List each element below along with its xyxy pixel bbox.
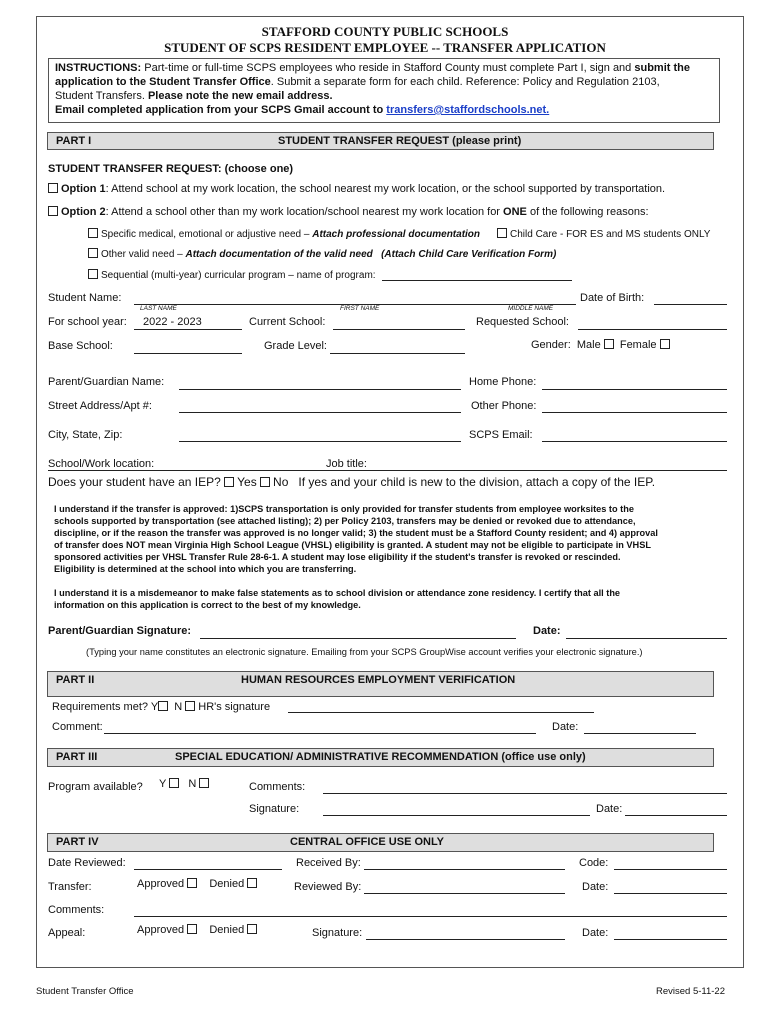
work-location-label: School/Work location:	[48, 458, 155, 470]
gender-group	[531, 339, 673, 351]
condition-line: I understand if the transfer is approved: 1)SCPS transportation is only provided for transfer students from employee worksites to the	[54, 504, 634, 514]
part1-header	[47, 132, 714, 150]
footer-office: Student Transfer Office	[36, 986, 134, 997]
part4-comments-field[interactable]	[134, 916, 727, 917]
reason-sequential-checkbox[interactable]	[88, 269, 98, 279]
school-year-field[interactable]	[134, 329, 242, 330]
certification-line: information on this application is correct to the best of my knowledge.	[54, 600, 361, 610]
reason-other-checkbox[interactable]	[88, 248, 98, 258]
base-school-field[interactable]	[134, 353, 242, 354]
form-title-line1: STAFFORD COUNTY PUBLIC SCHOOLS	[261, 24, 509, 39]
appeal-date-label: Date:	[582, 927, 609, 939]
signature-date-field[interactable]	[566, 638, 727, 639]
current-school-label: Current School:	[249, 316, 326, 328]
option2-label: Option 2	[61, 206, 106, 218]
transfer-decision	[137, 878, 260, 890]
part4-label: PART IV	[56, 836, 99, 848]
received-by-field[interactable]	[364, 869, 565, 870]
instructions-text-bold: submit the	[634, 62, 690, 74]
iep-yes-checkbox[interactable]	[224, 477, 234, 487]
street-label: Street Address/Apt #:	[48, 400, 152, 412]
requirements-met-label: Requirements met? Y	[52, 701, 159, 713]
reason-childcare-text: Child Care - FOR ES and MS students ONLY	[510, 229, 711, 240]
certification-statement	[54, 587, 716, 611]
instructions-box	[48, 58, 720, 123]
part3-signature-field[interactable]	[323, 815, 590, 816]
hr-date-label: Date:	[552, 721, 579, 733]
instructions-text: Part-time or full-time SCPS employees who reside in Stafford County must complete Part I, sign and	[144, 62, 632, 74]
option2-checkbox[interactable]	[48, 206, 58, 216]
appeal-decision	[137, 924, 260, 936]
city-field[interactable]	[179, 441, 461, 442]
other-phone-field[interactable]	[542, 412, 727, 413]
work-location-field[interactable]	[48, 470, 727, 471]
instructions-email-text: Email completed application from your SCPS Gmail account to	[55, 104, 384, 116]
grade-level-field[interactable]	[330, 353, 465, 354]
appeal-approved-label: Approved	[137, 924, 185, 936]
instructions-text-bold: application to the Student Transfer Office	[55, 76, 271, 88]
option2	[48, 206, 649, 218]
requested-school-label: Requested School:	[476, 316, 569, 328]
option1-text: : Attend school at my work location, the school nearest my work location, or the school supported by transportation.	[105, 183, 666, 195]
condition-line: sponsored activities per VHSL Transfer Rule 28-6-1. A student may lose eligibility if the student's transfer is revoked or rescinded.	[54, 552, 621, 562]
first-name-caption: FIRST NAME	[340, 305, 380, 312]
request-heading: STUDENT TRANSFER REQUEST: (choose one)	[48, 163, 294, 175]
reason-other	[88, 248, 556, 260]
part2-label: PART II	[56, 674, 95, 686]
gender-label: Gender:	[531, 339, 571, 351]
code-field[interactable]	[614, 869, 727, 870]
reason-childcare-checkbox[interactable]	[497, 228, 507, 238]
part2-header	[47, 671, 714, 697]
reviewed-by-label: Reviewed By:	[294, 881, 362, 893]
condition-line: Eligibility is determined at the school into which you are transferring.	[54, 564, 357, 574]
condition-line: discipline, or if the reason the transfer was approved is no longer valid; 3) the student must be a Stafford County resident; and 4) approval	[54, 528, 658, 538]
transfer-denied-checkbox[interactable]	[247, 878, 257, 888]
student-name-label: Student Name:	[48, 292, 122, 304]
option2-text: : Attend a school other than my work location/school nearest my work location for	[105, 206, 500, 218]
hr-comment-label: Comment:	[52, 721, 103, 733]
parent-signature-label: Parent/Guardian Signature:	[48, 625, 192, 637]
requested-school-field[interactable]	[578, 329, 727, 330]
program-no-checkbox[interactable]	[199, 778, 209, 788]
other-phone-label: Other Phone:	[471, 400, 537, 412]
reason-medical-checkbox[interactable]	[88, 228, 98, 238]
part3-comments-field[interactable]	[323, 793, 727, 794]
part4-header	[47, 833, 714, 852]
program-available-options	[159, 778, 212, 790]
reason-medical-text: Specific medical, emotional or adjustive need –	[101, 229, 310, 240]
reason-childcare	[497, 228, 710, 240]
last-name-caption: LAST NAME	[140, 305, 177, 312]
code-label: Code:	[579, 857, 609, 869]
appeal-date-field[interactable]	[614, 939, 727, 940]
requirements-no-checkbox[interactable]	[185, 701, 195, 711]
appeal-approved-checkbox[interactable]	[187, 924, 197, 934]
reviewed-by-field[interactable]	[364, 893, 565, 894]
requirements-yes-checkbox[interactable]	[158, 701, 168, 711]
form-border	[36, 16, 744, 968]
reason-sequential	[88, 269, 376, 281]
program-available-label: Program available?	[48, 781, 143, 793]
iep-instruction: If yes and your child is new to the division, attach a copy of the IEP.	[298, 475, 656, 489]
iep-question	[48, 475, 655, 489]
program-name-field[interactable]	[382, 280, 572, 281]
reason-medical	[88, 228, 480, 240]
option1-checkbox[interactable]	[48, 183, 58, 193]
requirements-no-label: N	[174, 701, 183, 713]
date-reviewed-label: Date Reviewed:	[48, 857, 126, 869]
female-checkbox[interactable]	[660, 339, 670, 349]
part4-title: CENTRAL OFFICE USE ONLY	[290, 836, 445, 848]
parent-name-label: Parent/Guardian Name:	[48, 376, 165, 388]
appeal-denied-label: Denied	[209, 924, 245, 936]
date-reviewed-field[interactable]	[134, 869, 282, 870]
part3-label: PART III	[56, 751, 98, 763]
iep-no-checkbox[interactable]	[260, 477, 270, 487]
part1-label: PART I	[56, 135, 92, 147]
iep-yes-label: Yes	[237, 475, 257, 489]
instructions-text: Student Transfers.	[55, 90, 145, 102]
appeal-label: Appeal:	[48, 927, 86, 939]
hr-signature-field[interactable]	[288, 712, 594, 713]
requirements-met	[52, 701, 270, 713]
reason-medical-attach: Attach professional documentation	[312, 229, 481, 240]
transfer-email-link[interactable]: transfers@staffordschools.net.	[386, 104, 550, 116]
male-label: Male	[576, 339, 601, 351]
signature-date-label: Date:	[533, 625, 561, 637]
female-label: Female	[619, 339, 657, 351]
transfer-approved-label: Approved	[137, 878, 185, 890]
option2-text-end: of the following reasons:	[529, 206, 649, 218]
iep-no-label: No	[273, 475, 289, 489]
appeal-signature-field[interactable]	[366, 939, 565, 940]
program-no-label: N	[188, 778, 197, 790]
appeal-signature-label: Signature:	[312, 927, 363, 939]
street-field[interactable]	[179, 412, 461, 413]
part4-comments-label: Comments:	[48, 904, 105, 916]
transfer-denied-label: Denied	[209, 878, 245, 890]
instructions-label: INSTRUCTIONS:	[55, 62, 142, 74]
transfer-date-label: Date:	[582, 881, 609, 893]
grade-level-label: Grade Level:	[264, 340, 327, 352]
hr-signature-label: HR's signature	[198, 701, 271, 713]
childcare-verification-attach: (Attach Child Care Verification Form)	[381, 249, 557, 260]
base-school-label: Base School:	[48, 340, 113, 352]
hr-comment-field[interactable]	[104, 733, 536, 734]
form-title-line2: STUDENT OF SCPS RESIDENT EMPLOYEE -- TRANSFER APPLICATION	[164, 40, 606, 55]
part2-title: HUMAN RESOURCES EMPLOYMENT VERIFICATION	[241, 674, 516, 686]
option1-label: Option 1	[61, 183, 106, 195]
condition-line: schools supported by transportation (see attached listing); 2) per Policy 2103, transfers may be denied or revoked due to attendance,	[54, 516, 636, 526]
program-yes-label: Y	[159, 778, 167, 790]
program-yes-checkbox[interactable]	[169, 778, 179, 788]
reason-other-attach: Attach documentation of the valid need	[185, 249, 373, 260]
school-year-label: For school year:	[48, 316, 127, 328]
reason-other-text: Other valid need –	[101, 249, 183, 260]
scps-email-label: SCPS Email:	[469, 429, 533, 441]
current-school-field[interactable]	[333, 329, 465, 330]
home-phone-field[interactable]	[542, 389, 727, 390]
option1	[48, 183, 665, 195]
footer-revision: Revised 5-11-22	[656, 986, 726, 997]
reason-sequential-text: Sequential (multi-year) curricular program – name of program:	[101, 270, 376, 281]
part3-comments-label: Comments:	[249, 781, 306, 793]
parent-name-field[interactable]	[179, 389, 461, 390]
transfer-date-field[interactable]	[614, 893, 727, 894]
hr-date-field[interactable]	[584, 733, 696, 734]
dob-field[interactable]	[654, 304, 727, 305]
instructions-text: . Submit a separate form for each child. Reference: Policy and Regulation 2103,	[270, 76, 660, 88]
scps-email-field[interactable]	[542, 441, 727, 442]
part3-header	[47, 748, 714, 767]
transfer-conditions	[54, 503, 716, 575]
appeal-denied-checkbox[interactable]	[247, 924, 257, 934]
part3-signature-label: Signature:	[249, 803, 300, 815]
signature-note: (Typing your name constitutes an electronic signature. Emailing from your SCPS GroupWise account verifies your electronic signature.)	[86, 647, 643, 657]
part3-date-field[interactable]	[625, 815, 727, 816]
part3-title: SPECIAL EDUCATION/ ADMINISTRATIVE RECOMMENDATION (office use only)	[175, 751, 586, 763]
transfer-approved-checkbox[interactable]	[187, 878, 197, 888]
part3-date-label: Date:	[596, 803, 623, 815]
middle-name-caption: MIDDLE NAME	[508, 305, 554, 312]
parent-signature-field[interactable]	[200, 638, 516, 639]
condition-line: of transfer does NOT mean Virginia High School League (VHSL) eligibility is granted. A student may not be eligible to participate in VHSL	[54, 540, 651, 550]
iep-question-text: Does your student have an IEP?	[48, 475, 221, 489]
instructions-note: Please note the new email address.	[147, 90, 333, 102]
certification-line: I understand it is a misdemeanor to make false statements as to school division or attendance zone residency. I certify that all the	[54, 588, 621, 598]
male-checkbox[interactable]	[604, 339, 614, 349]
home-phone-label: Home Phone:	[469, 376, 537, 388]
transfer-label: Transfer:	[48, 881, 92, 893]
received-by-label: Received By:	[296, 857, 361, 869]
dob-label: Date of Birth:	[580, 292, 645, 304]
school-year-value[interactable]: 2022 - 2023	[143, 316, 202, 328]
option2-one: ONE	[503, 206, 527, 218]
city-label: City, State, Zip:	[48, 429, 123, 441]
part1-title: STUDENT TRANSFER REQUEST (please print)	[278, 135, 522, 147]
job-title-label: Job title:	[326, 458, 367, 470]
